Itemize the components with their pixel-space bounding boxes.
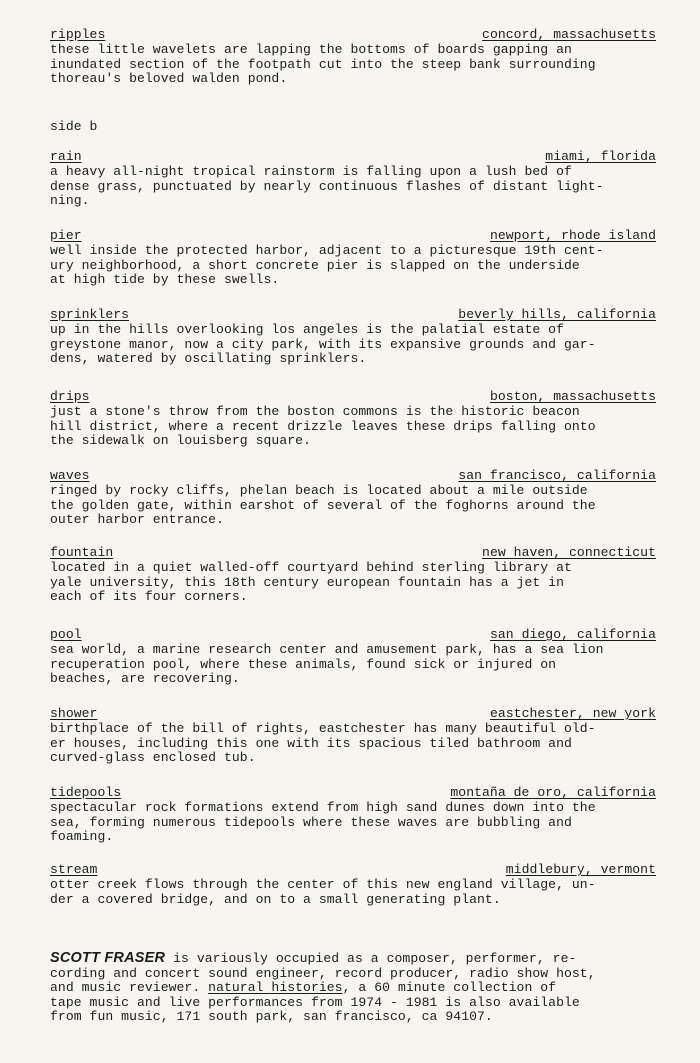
entry-text: [50, 323, 656, 367]
text-line: a heavy all-night tropical rainstorm is falling upon a lush bed of: [50, 164, 572, 179]
text-line: well inside the protected harbor, adjacent to a picturesque 19th cent-: [50, 243, 604, 258]
entry-header: [50, 390, 656, 405]
entry-text: [50, 405, 656, 449]
entry-text: [50, 484, 656, 528]
entry-title: fountain: [50, 545, 114, 560]
entry-text: [50, 722, 656, 766]
entry-header: [50, 707, 656, 722]
text-line: sea world, a marine research center and amusement park, has a sea lion: [50, 642, 604, 657]
entry-title: sprinklers: [50, 307, 130, 322]
text-line: thoreau's beloved walden pond.: [50, 71, 288, 87]
entry-stream: [50, 863, 656, 907]
entry-shower: [50, 707, 656, 766]
author-bio: [50, 951, 656, 1025]
text-line: ringed by rocky cliffs, phelan beach is located about a mile outside: [50, 483, 588, 498]
bio-line: from fun music, 171 south park, san francisco, ca 94107.: [50, 1009, 493, 1025]
text-line: foaming.: [50, 829, 114, 845]
text-line: outer harbor entrance.: [50, 512, 224, 528]
entry-title: ripples: [50, 27, 106, 42]
entry-header: [50, 229, 656, 244]
text-line: birthplace of the bill of rights, eastchester has many beautiful old-: [50, 721, 596, 736]
entry-text: [50, 43, 656, 87]
text-line: otter creek flows through the center of this new england village, un-: [50, 877, 596, 892]
entry-header: [50, 546, 656, 561]
bio-text: is variously occupied as a composer, performer, re-: [165, 951, 577, 966]
entry-header: [50, 28, 656, 43]
text-line: der a covered bridge, and on to a small generating plant.: [50, 891, 501, 907]
entry-location: san diego, california: [489, 627, 656, 642]
text-line: er houses, including this one with its spacious tiled bathroom and: [50, 735, 572, 751]
text-line: these little wavelets are lapping the bottoms of boards gapping an: [50, 42, 572, 57]
text-line: ning.: [50, 193, 90, 209]
entry-title: tidepools: [50, 785, 122, 800]
entry-rain: [50, 150, 656, 209]
entry-title: waves: [50, 468, 90, 483]
bio-line: tape music and live performances from 1974 - 1981 is also available: [50, 994, 580, 1010]
text-line: inundated section of the footpath cut into the steep bank surrounding: [50, 56, 596, 72]
entry-location: eastchester, new york: [489, 706, 656, 721]
entry-location: concord, massachusetts: [482, 27, 656, 42]
entry-text: [50, 165, 656, 209]
entry-location: montaña de oro, california: [450, 785, 656, 800]
entry-header: [50, 308, 656, 323]
entry-title: shower: [50, 706, 98, 721]
entry-title: drips: [50, 389, 90, 404]
entry-tidepools: [50, 786, 656, 845]
text-line: up in the hills overlooking los angeles is the palatial estate of: [50, 322, 564, 337]
text-line: spectacular rock formations extend from high sand dunes down into the: [50, 800, 596, 815]
bio-line: [50, 981, 656, 996]
entry-text: [50, 643, 656, 687]
entry-location: boston, massachusetts: [489, 389, 656, 404]
entry-location: san francisco, california: [458, 468, 656, 483]
entry-header: [50, 150, 656, 165]
entry-location: beverly hills, california: [458, 307, 656, 322]
text-line: located in a quiet walled-off courtyard behind sterling library at: [50, 560, 572, 575]
entry-text: [50, 878, 656, 907]
bio-text: , a 60 minute collection of: [342, 980, 557, 996]
text-line: each of its four corners.: [50, 589, 248, 605]
entry-header: [50, 863, 656, 878]
text-line: at high tide by these swells.: [50, 272, 280, 288]
bio-text: and music reviewer.: [50, 980, 209, 996]
text-line: hill district, where a recent drizzle leaves these drips falling onto: [50, 418, 596, 434]
text-line: the sidewalk on louisberg square.: [50, 433, 311, 449]
entry-header: [50, 469, 656, 484]
text-line: curved-glass enclosed tub.: [50, 750, 256, 766]
entry-header: [50, 628, 656, 643]
entry-location: miami, florida: [545, 149, 656, 164]
text-line: yale university, this 18th century european fountain has a jet in: [50, 574, 564, 590]
entry-title: pool: [50, 627, 82, 642]
text-line: recuperation pool, where these animals, found sick or injured on: [50, 656, 557, 672]
entry-location: new haven, connecticut: [482, 545, 656, 560]
entry-header: [50, 786, 656, 801]
bio-line: [50, 951, 656, 967]
entry-text: [50, 244, 656, 288]
text-line: greystone manor, now a city park, with its expansive grounds and gar-: [50, 336, 596, 352]
text-line: sea, forming numerous tidepools where these waves are bubbling and: [50, 814, 572, 830]
text-line: beaches, are recovering.: [50, 671, 240, 687]
entry-title: stream: [50, 862, 98, 877]
entry-pool: [50, 628, 656, 687]
entry-drips: [50, 390, 656, 449]
entry-location: newport, rhode island: [489, 228, 656, 243]
text-line: the golden gate, within earshot of several of the foghorns around the: [50, 497, 596, 513]
entry-ripples: [50, 28, 656, 87]
entry-location: middlebury, vermont: [505, 862, 656, 877]
text-line: dens, watered by oscillating sprinklers.: [50, 351, 367, 367]
entry-title: pier: [50, 228, 82, 243]
entry-pier: [50, 229, 656, 288]
entry-title: rain: [50, 149, 82, 164]
side-label: side b: [50, 119, 98, 134]
entry-text: [50, 561, 656, 605]
text-line: dense grass, punctuated by nearly continuous flashes of distant light-: [50, 178, 604, 194]
text-line: ury neighborhood, a short concrete pier is slapped on the underside: [50, 257, 580, 273]
author-name: SCOTT FRASER: [50, 950, 166, 966]
entry-waves: [50, 469, 656, 528]
bio-line: cording and concert sound engineer, record producer, radio show host,: [50, 965, 596, 981]
text-line: just a stone's throw from the boston commons is the historic beacon: [50, 404, 580, 419]
entry-text: [50, 801, 656, 845]
entry-fountain: [50, 546, 656, 605]
album-title: natural histories: [208, 980, 343, 996]
entry-sprinklers: [50, 308, 656, 367]
